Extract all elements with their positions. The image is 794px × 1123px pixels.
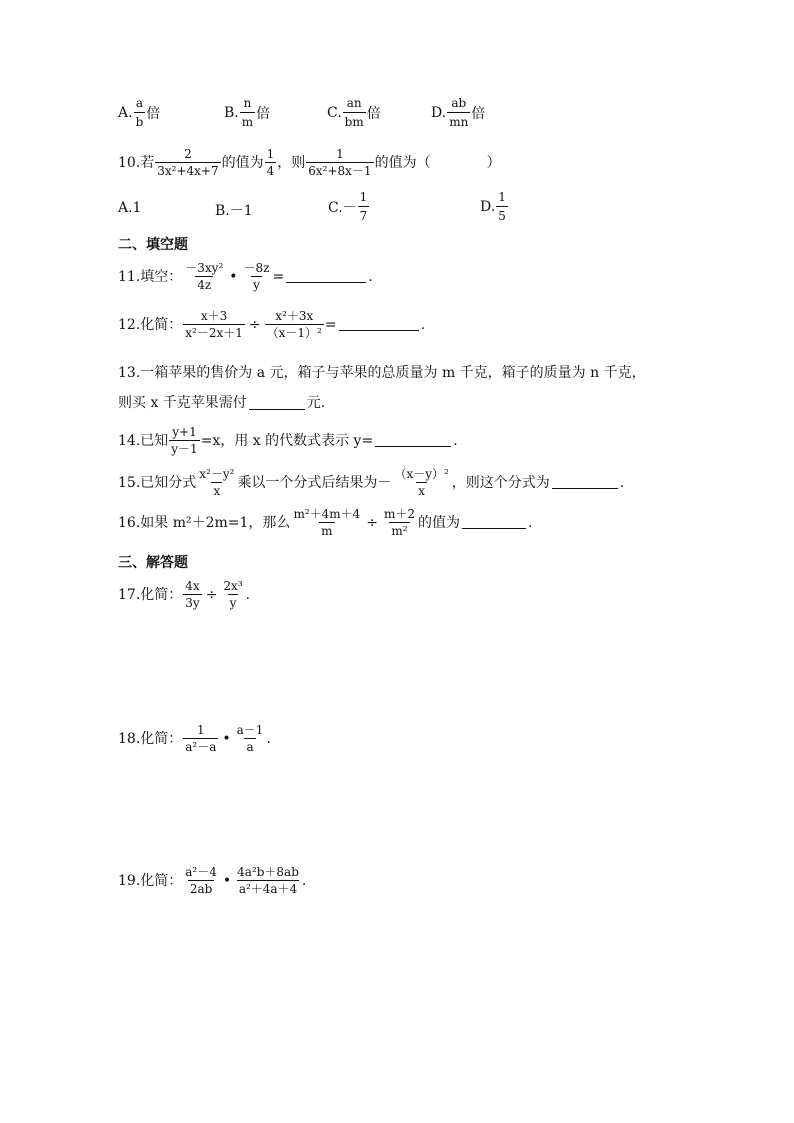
option-label: A. xyxy=(118,104,133,121)
question-16: 16.如果 m²＋2m=1，那么 $\frac{\text{m²＋4m＋4}}{m}$ ÷ $\frac{m+2}{\text{m²}}$ 的值为 . xyxy=(118,507,533,538)
question-13-line-2: 则买 x 千克苹果需付 元. xyxy=(118,395,326,411)
answer-blank[interactable] xyxy=(339,318,419,331)
fraction: $\frac{\text{x²－y²}}{x}$ xyxy=(199,467,235,498)
fraction: $\frac{y+1}{y-1}$ xyxy=(171,425,198,456)
question-15: 15.已知分式 $\frac{\text{x²－y²}}{x}$ 乘以一个分式后结果为－ $\frac{\text{（x－y）²}}{x}$ ，则这个分式为 . xyxy=(118,467,625,498)
fraction: $\frac{4x}{3y}$ xyxy=(185,579,200,610)
question-11: 11.填空： $\frac{\text{－3xy²}}{4z}$ • $\frac{-8z}{y}$ = . xyxy=(118,261,373,292)
q9-option-b: B. $\frac{n}{m}$ 倍 xyxy=(224,96,271,129)
q9-option-a: A. $\frac{a}{b}$ 倍 xyxy=(118,96,161,129)
fraction: $\frac{1}{5}$ xyxy=(498,190,506,223)
fraction: $\frac{\text{2x³}}{y}$ xyxy=(223,579,243,610)
option-label: B. xyxy=(224,104,239,121)
answer-blank[interactable] xyxy=(375,434,451,447)
fraction: $\frac{2}{\text{3x²+4x+7}}$ xyxy=(157,147,219,178)
fraction: $\frac{1}{\text{a²－a}}$ xyxy=(185,723,217,754)
question-18: 18.化简： $\frac{1}{\text{a²－a}}$ • $\frac{a-1}{a}$ . xyxy=(118,723,271,754)
fraction: $\frac{x+3}{\text{x²－2x＋1}}$ xyxy=(185,309,243,340)
q10-option-d: D. $\frac{1}{5}$ xyxy=(480,190,506,223)
q10-option-a: A.1 xyxy=(118,200,142,216)
fraction: $\frac{an}{bm}$ xyxy=(344,96,364,129)
fraction: $\frac{-8z}{y}$ xyxy=(243,261,270,292)
fraction: $\frac{\text{m²＋4m＋4}}{m}$ xyxy=(293,507,361,538)
fraction: $\frac{\text{x²＋3x}}{\text{（x－1）²}}$ xyxy=(266,309,322,340)
question-19: 19.化简： $\frac{\text{a²－4}}{2ab}$ • $\frac{\text{4a²b＋8ab}}{\text{a²＋4a＋4}}$ . xyxy=(118,865,307,896)
option-label: C. xyxy=(327,104,342,121)
q10-option-b: B.－1 xyxy=(215,203,253,219)
option-label: D. xyxy=(431,104,447,121)
question-14: 14.已知 $\frac{y+1}{y-1}$ =x，用 x 的代数式表示 y= . xyxy=(118,425,458,456)
fraction: $\frac{a}{b}$ xyxy=(135,96,144,129)
fraction: $\frac{n}{m}$ xyxy=(241,96,254,129)
fraction: $\frac{\text{4a²b＋8ab}}{\text{a²＋4a＋4}}$ xyxy=(237,865,299,896)
question-10: 10.若 $\frac{2}{\text{3x²+4x+7}}$ 的值为 $\frac{1}{4}$ ，则 $\frac{1}{\text{6x²+8x－1}}$ 的值为（ ） xyxy=(118,147,501,178)
fraction: $\frac{\text{－3xy²}}{4z}$ xyxy=(185,261,224,292)
q9-option-d: D. $\frac{ab}{mn}$ 倍 xyxy=(431,96,486,129)
q10-option-c: C.－ $\frac{1}{7}$ xyxy=(328,190,368,223)
fraction: $\frac{\text{（x－y）²}}{x}$ xyxy=(394,467,449,498)
answer-blank[interactable] xyxy=(249,397,305,410)
question-13-line-1: 13.一箱苹果的售价为 a 元，箱子与苹果的总质量为 m 千克，箱子的质量为 n 千克， xyxy=(118,365,646,381)
fraction: $\frac{1}{7}$ xyxy=(359,190,368,223)
fraction: $\frac{m+2}{\text{m²}}$ xyxy=(384,507,416,538)
fraction: $\frac{1}{\text{6x²+8x－1}}$ xyxy=(308,147,372,178)
question-17: 17.化简： $\frac{4x}{3y}$ ÷ $\frac{\text{2x³}}{y}$ . xyxy=(118,579,251,610)
fraction: $\frac{\text{a²－4}}{2ab}$ xyxy=(185,865,217,896)
fraction: $\frac{1}{4}$ xyxy=(266,147,275,178)
answer-blank[interactable] xyxy=(552,476,618,489)
answer-blank[interactable] xyxy=(462,516,526,529)
fraction: $\frac{ab}{mn}$ xyxy=(449,96,469,129)
q9-option-c: C. $\frac{an}{bm}$ 倍 xyxy=(327,96,381,129)
section-heading-fill-blank: 二、填空题 xyxy=(118,237,188,253)
section-heading-answer: 三、解答题 xyxy=(118,555,188,571)
fraction: $\frac{a-1}{a}$ xyxy=(236,723,264,754)
answer-blank[interactable] xyxy=(286,270,366,283)
question-12: 12.化简： $\frac{x+3}{\text{x²－2x＋1}}$ ÷ $\frac{\text{x²＋3x}}{\text{（x－1）²}}$ = . xyxy=(118,309,426,340)
